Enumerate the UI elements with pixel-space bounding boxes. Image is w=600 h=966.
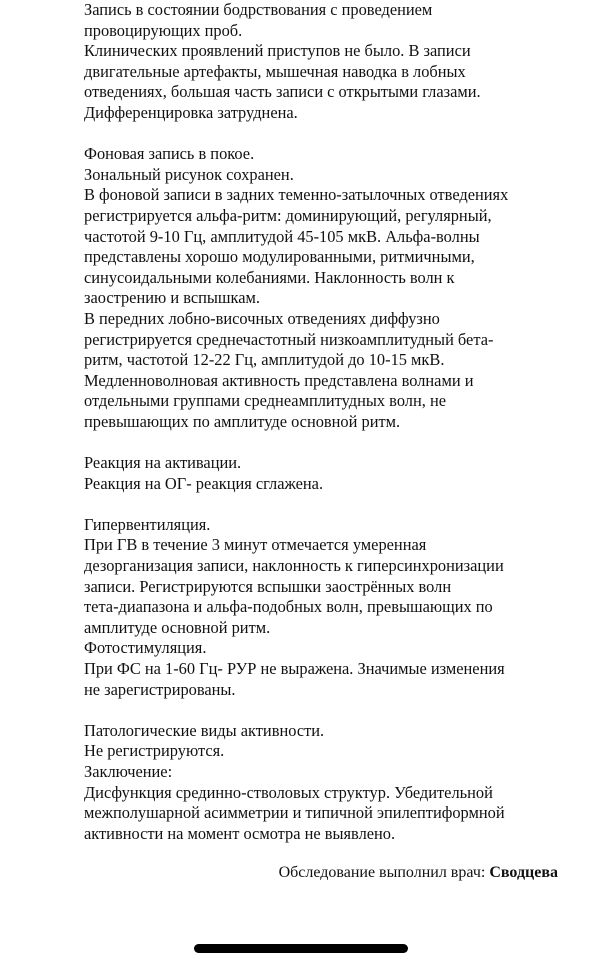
text-line: регистрируется среднечастотный низкоамплитудный бета- <box>84 329 494 349</box>
text-line: заострению и вспышкам. <box>84 288 260 308</box>
text-line: При ГВ в течение 3 минут отмечается умеренная <box>84 535 427 555</box>
home-indicator[interactable] <box>194 944 408 953</box>
text-line: Заключение: <box>84 761 173 781</box>
text-line: активности на момент осмотра не выявлено. <box>84 823 396 843</box>
paragraph-gap <box>84 700 584 721</box>
text-line: Патологические виды активности. <box>84 720 325 740</box>
text-line: Не регистрируются. <box>84 741 225 761</box>
text-line: При ФС на 1-60 Гц- РУР не выражена. Значимые изменения <box>84 659 505 678</box>
text-line: двигательные артефакты, мышечная наводка в лобных <box>84 61 466 81</box>
text-line: В передних лобно-височных отведениях диффузно <box>84 308 440 328</box>
text-line: превышающих по амплитуде основной ритм. <box>84 411 401 431</box>
text-line: Реакция на активации. <box>84 453 242 473</box>
text-line: Запись в состоянии бодрствования с проведением <box>84 0 433 19</box>
text-line: Зональный рисунок сохранен. <box>84 164 294 184</box>
text-line: частотой 9-10 Гц, амплитудой 45-105 мкВ. Альфа-волны <box>84 226 480 246</box>
text-line: не зарегистрированы. <box>84 679 236 699</box>
text-line: Дифференцировка затруднена. <box>84 102 298 122</box>
text-line: регистрируется альфа-ритм: доминирующий, регулярный, <box>84 205 492 225</box>
text-line: Фоновая запись в покое. <box>84 144 255 164</box>
signature-line <box>0 862 558 884</box>
text-line: отдельными группами среднеамплитудных волн, не <box>84 391 446 411</box>
text-line: записи. Регистрируются вспышки заострённых волн <box>84 576 452 596</box>
text-line: Реакция на ОГ- реакция сглажена. <box>84 473 324 493</box>
text-line: Клинических проявлений приступов не было. В записи <box>84 41 471 61</box>
document-body <box>84 0 584 844</box>
paragraph-gap <box>84 432 584 453</box>
signature-label: Обследование выполнил врач: <box>278 864 490 881</box>
text-line: Фотостимуляция. <box>84 638 207 658</box>
text-line: тета-диапазона и альфа-подобных волн, превышающих по <box>84 597 493 617</box>
paragraph-gap <box>84 124 584 145</box>
text-line: Медленноволновая активность представлена волнами и <box>84 370 474 390</box>
text-line: Гипервентиляция. <box>84 514 211 534</box>
text-line: межполушарной асимметрии и типичной эпилептиформной <box>84 803 505 823</box>
text-line: амплитуде основной ритм. <box>84 617 271 637</box>
paragraph-gap <box>84 494 584 515</box>
text-line: представлены хорошо модулированными, ритмичными, <box>84 247 475 267</box>
text-line: ритм, частотой 12-22 Гц, амплитудой до 10-15 мкВ. <box>84 350 445 370</box>
text-line: дезорганизация записи, наклонность к гиперсинхронизации <box>84 556 504 576</box>
text-line: Дисфункция срединно-стволовых структур. Убедительной <box>84 782 493 802</box>
text-line: провоцирующих проб. <box>84 20 243 40</box>
text-line: отведениях, большая часть записи с открытыми глазами. <box>84 82 481 102</box>
text-line: В фоновой записи в задних теменно-затылочных отведениях <box>84 185 509 205</box>
text-line: синусоидальными колебаниями. Наклонность волн к <box>84 267 455 287</box>
doctor-name: Сводцева <box>489 864 558 881</box>
